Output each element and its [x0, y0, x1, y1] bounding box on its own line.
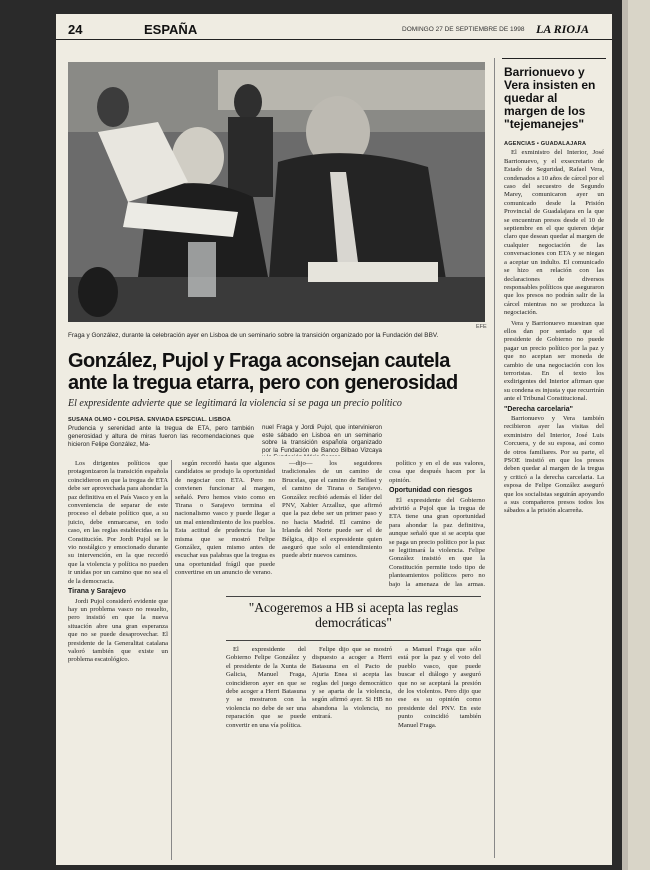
sidebar-title: Barrionuevo y Vera insisten en quedar al margen de los "tejemanejes": [504, 65, 596, 131]
column-3-text: —dijo— los seguidores tradicionales de un camino de Brucelas, que el camino de Belfast y el camino de Tirana o Sarajevo. González recibió además el líder del PNV, Xabier Arzalluz, que afirmó que la paz debe ser un primer paso y no hacia Madrid. El camino de Irlanda del Norte puede ser el de Bélgica, dijo el expresidente quien aseguró que solo el entendimiento puede abrir nuevos caminos.: [282, 460, 382, 560]
lead-paragraph-continued: nuel Fraga y Jordi Pujol, que intervinieron este sábado en Lisboa en un seminario sobre la transición española organizado por la Fundación de Banco Bilbao Vizcaya: [262, 424, 382, 454]
photo-credit: EFE: [476, 324, 487, 330]
article-intro: [68, 416, 254, 456]
column-1-subheading: Tirana y Sarajevo: [68, 588, 126, 596]
sidebar-text-1: El exministro del Interior, José Barrionuevo, y el exsecretario de Estado de Seguridad, Rafael Vera, condenados a 10 años de cárcel por el caso del secuestro de Segundo Marey, comunicaron ayer un comunicado desde la Prisión Provincial de Guadalajara en la que se encuentran presos desde el 10 de septiembre en el que quieren dejar claro que desean quedar al margen de cualquier negociación de las conversaciones con ETA y se niegan a aceptar un indulto. El comunicado se hizo en relación con las declaraciones de diversos responsables políticos que aseguraron que los presos no podrán salir de la cárcel mientras no se produzca la negociación.: [504, 149, 604, 317]
subheadline: El expresidente advierte que se legitimará la violencia si se paga un precio político: [68, 398, 402, 409]
page-number: 24: [68, 22, 83, 37]
dateline: DOMINGO 27 DE SEPTIEMBRE DE 1998: [402, 26, 525, 33]
section-title: ESPAÑA: [144, 22, 198, 37]
header-rule: [56, 39, 612, 40]
sidebar-top-rule: [502, 58, 606, 59]
main-photo: [68, 62, 485, 322]
pullquote-text-b: Felipe dijo que se mostró dispuesto a acoger a Herri Batasuna en el Pacto de Ajuria Enea si acepta las reglas del juego democrático y se aparta de la violencia, según afirmó ayer. Si HB no abandona la violencia, no entrará.: [312, 646, 392, 721]
sidebar-text-2: Vera y Barrionuevo muestran que ellos dan por sentado que el presidente de Gobierno no puede pagar un precio político por la paz y que no aceptan ser moneda de cambio de una negociación con los terroristas. En el texto los exdirigentes del Interior afirman que su condena es injusta y que recurrirán ante el Tribunal Constitucional.: [504, 319, 604, 403]
sidebar-divider: [494, 58, 495, 858]
headline: González, Pujol y Fraga aconsejan cautela ante la tregua etarra, pero con generosidad: [68, 350, 458, 394]
newspaper-page: [56, 14, 612, 865]
photo-illustration: [68, 62, 485, 322]
column-1-text: Los dirigentes políticos que protagonizaron la transición española coincidieron en que la tregua de ETA debe ser aprovechada para ahondar la paz definitiva en el País Vasco y en la conveniencia de separar de este proceso el debate político que, a su juicio, debe enmarcarse, en todo caso, en las reglas establecidas en la Constitución. Por Jordi Pujol se le vio nostálgico y emocionado durante su intervención, en la que recordó que la violencia y política no pueden ir unidas por un camino que no sea el de la democracia.: [68, 460, 168, 585]
pullquote-text-a: El expresidente del Gobierno Felipe González y el presidente de la Xunta de Galicia, Manuel Fraga, coincidieron ayer en que se debe acoger a Herri Batasuna y se mostraron con la violencia no debe de ser una reparación que se puede convertir en una vía política.: [226, 646, 306, 729]
pullquote-bottom-rule: [226, 640, 481, 641]
pullquote-column-a: [226, 646, 306, 858]
pullquote-text-c: a Manuel Fraga que sólo está por la paz y el voto del pueblo vasco, que puede buscar el diálogo y aseguró que no se aceptará la presión de los violentos. Pero dijo que ese es su opinión como presidente del PNV. En este punto coincidió también Manuel Fraga.: [398, 646, 481, 729]
page-gutter: [622, 0, 628, 870]
column-3: [282, 460, 382, 590]
pullquote-title: "Acogeremos a HB si acepta las reglas democráticas": [248, 600, 459, 630]
column-4: [389, 460, 485, 590]
column-4-text-b: El expresidente del Gobierno advirtió a Pujol que la tregua de ETA tiene una gran oportunidad para ahondar la paz definitiva, aunque señaló que si se acepta que se paga un precio político por la paz se legitimará la violencia. Felipe González insistió en que la Constitución permite todo tipo de planteamientos políticos pero no bajo la amenaza de las armas.: [389, 496, 485, 588]
photo-caption: Fraga y González, durante la celebración ayer en Lisboa de un seminario sobre la transición organizado por la Fundación del BBV.: [68, 332, 439, 339]
masthead: LA RIOJA: [536, 22, 590, 36]
pullquote-column-b: [312, 646, 392, 858]
sidebar-body: [504, 140, 604, 858]
pullquote-top-rule: [226, 596, 481, 597]
column-1-text-b: Jordi Pujol consideró evidente que hay un problema vasco no resuelto, pero insistió en que la nueva situación abre una gran esperanza que no se puede desaprovechar. El presidente de la Generalitat catalana valoró también que existe un problema escatológico.: [68, 597, 168, 664]
column-2-text: según recordó hasta que algunos candidatos se produjo la oportunidad de negociar con ETA. Pero no convienen funcionar al margen, señaló. Pero hemos visto como en Tirana o Sarajevo termina el nacionalismo vasco y puede llegar a un mal entendimiento de los pueblos. Esta actitud de prudencia fue la misma que se mostró Felipe González, quien mismo antes de escuchar sus palabras que la tregua es una oportunidad frágil que puede convertirse en un anuncio de verano.: [175, 460, 275, 577]
column-2: [175, 460, 275, 590]
article-intro-continued: [262, 424, 382, 456]
sidebar-text-3: Barrionuevo y Vera también recibieron ayer las visitas del exministro del Interior, José Luis Corcuera, y de su esposa, así como de otros familiares. Por su parte, el PSOE insistió en que los presos deben quedar al margen de la tregua y criticó a la derecha carcelaria. La esposa de Felipe González aseguró que los socialistas seguirán apoyando a sus compañeros presos todos los sábados a la prisión alcarreña.: [504, 415, 604, 515]
byline: SUSANA OLMO • COLPISA. ENVIADA ESPECIAL. LISBOA: [68, 417, 231, 423]
column-4-text: político y en el de sus valores, cosa que después hacen por la opinión.: [389, 460, 485, 484]
lead-paragraph: Prudencia y serenidad ante la tregua de ETA, pero también generosidad y altura de miras fueron las recomendaciones que hicieron Felipe González, Ma-: [68, 425, 254, 448]
sidebar-subheading: "Derecha carcelaria": [504, 405, 573, 413]
pullquote-column-c: [398, 646, 481, 858]
column-4-subheading: Oportunidad con riesgos: [389, 487, 473, 495]
sidebar-byline: AGENCIAS • GUADALAJARA: [504, 141, 587, 147]
column-divider: [171, 460, 172, 860]
column-1: [68, 460, 168, 860]
